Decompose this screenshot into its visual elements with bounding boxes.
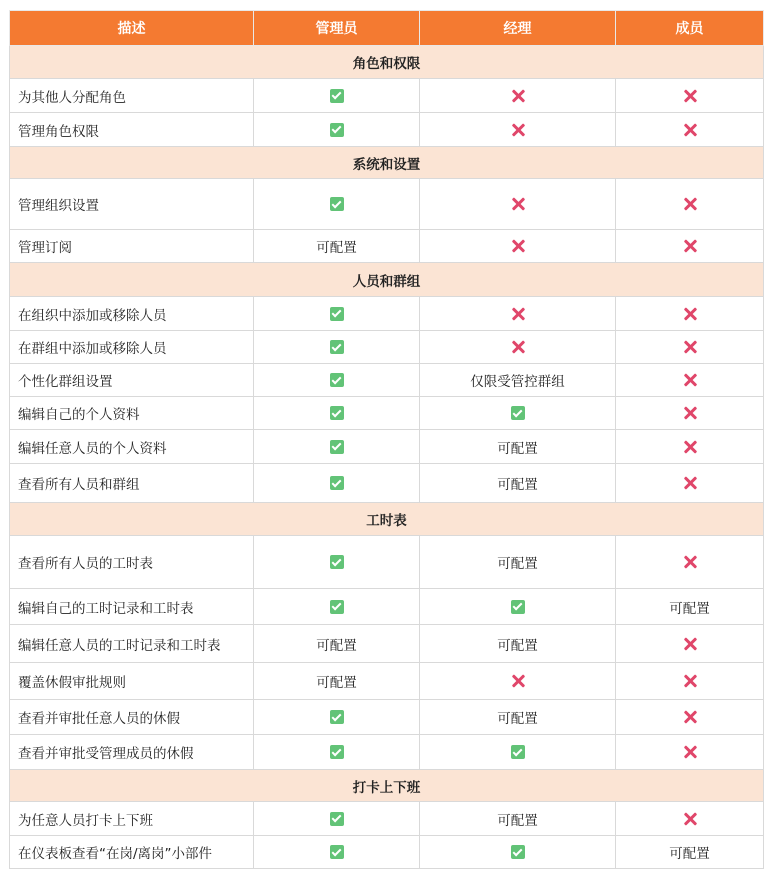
permission-cell-member xyxy=(616,802,764,836)
section-row xyxy=(10,147,764,179)
table-row xyxy=(10,536,764,589)
table-row xyxy=(10,700,764,735)
section-row xyxy=(10,46,764,79)
table-row xyxy=(10,430,764,464)
section-title: 人员和群组 xyxy=(10,263,764,297)
header-description: 描述 xyxy=(10,11,254,46)
section-row xyxy=(10,503,764,536)
check-icon xyxy=(330,340,344,354)
cross-icon xyxy=(511,239,525,253)
cross-icon xyxy=(683,406,697,420)
check-icon xyxy=(330,745,344,759)
permission-cell-admin xyxy=(254,113,420,147)
permissions-table xyxy=(9,10,764,869)
check-icon xyxy=(330,197,344,211)
permission-cell-admin xyxy=(254,179,420,230)
cross-icon xyxy=(683,710,697,724)
permission-description: 查看所有人员的工时表 xyxy=(10,536,254,589)
table-row xyxy=(10,464,764,503)
permission-cell-member xyxy=(616,735,764,770)
header-admin: 管理员 xyxy=(254,11,420,46)
check-icon xyxy=(330,89,344,103)
permission-cell-admin xyxy=(254,397,420,430)
permission-cell-admin xyxy=(254,79,420,113)
check-icon xyxy=(330,845,344,859)
permission-description: 查看并审批受管理成员的休假 xyxy=(10,735,254,770)
permission-description: 编辑任意人员的工时记录和工时表 xyxy=(10,625,254,663)
permission-cell-member xyxy=(616,113,764,147)
cross-icon xyxy=(683,555,697,569)
permission-cell-admin xyxy=(254,589,420,625)
permission-description: 查看所有人员和群组 xyxy=(10,464,254,503)
section-row xyxy=(10,770,764,802)
section-title: 系统和设置 xyxy=(10,147,764,179)
cross-icon xyxy=(683,476,697,490)
cross-icon xyxy=(683,197,697,211)
permission-cell-admin: 可配置 xyxy=(254,230,420,263)
permission-cell-admin xyxy=(254,735,420,770)
check-icon xyxy=(330,812,344,826)
permission-cell-member xyxy=(616,700,764,735)
check-icon xyxy=(330,440,344,454)
cross-icon xyxy=(683,812,697,826)
permission-cell-member xyxy=(616,364,764,397)
permission-cell-admin: 可配置 xyxy=(254,625,420,663)
cross-icon xyxy=(683,674,697,688)
permission-description: 编辑自己的工时记录和工时表 xyxy=(10,589,254,625)
permission-cell-admin xyxy=(254,331,420,364)
permission-description: 管理角色权限 xyxy=(10,113,254,147)
permission-cell-manager: 可配置 xyxy=(420,464,616,503)
permission-cell-manager: 可配置 xyxy=(420,802,616,836)
header-row xyxy=(10,11,764,46)
check-icon xyxy=(330,406,344,420)
permission-cell-manager xyxy=(420,113,616,147)
permissions-table-container xyxy=(9,10,763,869)
permission-cell-member xyxy=(616,331,764,364)
table-row xyxy=(10,297,764,331)
section-title: 打卡上下班 xyxy=(10,770,764,802)
permission-cell-manager xyxy=(420,589,616,625)
cross-icon xyxy=(511,89,525,103)
cross-icon xyxy=(683,745,697,759)
permission-description: 管理订阅 xyxy=(10,230,254,263)
table-body xyxy=(10,46,764,869)
check-icon xyxy=(330,307,344,321)
check-icon xyxy=(330,373,344,387)
table-row xyxy=(10,625,764,663)
check-icon xyxy=(511,600,525,614)
permission-cell-member xyxy=(616,179,764,230)
permission-cell-manager xyxy=(420,179,616,230)
permission-cell-admin xyxy=(254,297,420,331)
check-icon xyxy=(511,845,525,859)
permission-description: 在仪表板查看“在岗/离岗”小部件 xyxy=(10,836,254,869)
cross-icon xyxy=(683,340,697,354)
permission-cell-admin xyxy=(254,430,420,464)
permission-description: 个性化群组设置 xyxy=(10,364,254,397)
permission-cell-member xyxy=(616,297,764,331)
permission-cell-admin xyxy=(254,802,420,836)
header-manager: 经理 xyxy=(420,11,616,46)
cross-icon xyxy=(511,340,525,354)
cross-icon xyxy=(683,307,697,321)
check-icon xyxy=(511,745,525,759)
permission-cell-manager xyxy=(420,663,616,700)
permission-cell-manager xyxy=(420,397,616,430)
permission-cell-member xyxy=(616,464,764,503)
cross-icon xyxy=(683,123,697,137)
permission-cell-manager xyxy=(420,297,616,331)
permission-cell-admin xyxy=(254,700,420,735)
table-row xyxy=(10,230,764,263)
check-icon xyxy=(330,555,344,569)
cross-icon xyxy=(683,89,697,103)
check-icon xyxy=(330,476,344,490)
permission-cell-member xyxy=(616,397,764,430)
permission-description: 编辑任意人员的个人资料 xyxy=(10,430,254,464)
permission-cell-manager: 仅限受管控群组 xyxy=(420,364,616,397)
permission-cell-admin xyxy=(254,536,420,589)
permission-cell-manager: 可配置 xyxy=(420,430,616,464)
permission-cell-member xyxy=(616,536,764,589)
table-row xyxy=(10,836,764,869)
table-row xyxy=(10,397,764,430)
permission-description: 查看并审批任意人员的休假 xyxy=(10,700,254,735)
permission-description: 覆盖休假审批规则 xyxy=(10,663,254,700)
cross-icon xyxy=(683,637,697,651)
permission-cell-manager xyxy=(420,735,616,770)
cross-icon xyxy=(683,440,697,454)
check-icon xyxy=(511,406,525,420)
permission-cell-manager xyxy=(420,836,616,869)
section-row xyxy=(10,263,764,297)
table-row xyxy=(10,735,764,770)
check-icon xyxy=(330,600,344,614)
table-row xyxy=(10,802,764,836)
permission-cell-admin: 可配置 xyxy=(254,663,420,700)
table-row xyxy=(10,364,764,397)
permission-cell-member: 可配置 xyxy=(616,589,764,625)
permission-description: 在组织中添加或移除人员 xyxy=(10,297,254,331)
section-title: 角色和权限 xyxy=(10,46,764,79)
section-title: 工时表 xyxy=(10,503,764,536)
check-icon xyxy=(330,123,344,137)
cross-icon xyxy=(511,197,525,211)
permission-cell-manager xyxy=(420,230,616,263)
cross-icon xyxy=(511,123,525,137)
permission-cell-member xyxy=(616,663,764,700)
permission-cell-member xyxy=(616,79,764,113)
permission-description: 为其他人分配角色 xyxy=(10,79,254,113)
permission-description: 编辑自己的个人资料 xyxy=(10,397,254,430)
header-member: 成员 xyxy=(616,11,764,46)
permission-cell-admin xyxy=(254,464,420,503)
permission-description: 在群组中添加或移除人员 xyxy=(10,331,254,364)
permission-cell-member xyxy=(616,230,764,263)
table-header xyxy=(10,11,764,46)
check-icon xyxy=(330,710,344,724)
permission-cell-manager xyxy=(420,79,616,113)
table-row xyxy=(10,589,764,625)
cross-icon xyxy=(511,307,525,321)
permission-cell-manager: 可配置 xyxy=(420,700,616,735)
permission-cell-member xyxy=(616,430,764,464)
permission-cell-admin xyxy=(254,364,420,397)
permission-cell-member: 可配置 xyxy=(616,836,764,869)
permission-cell-manager: 可配置 xyxy=(420,625,616,663)
permission-cell-manager xyxy=(420,331,616,364)
table-row xyxy=(10,179,764,230)
table-row xyxy=(10,113,764,147)
table-row xyxy=(10,331,764,364)
permission-cell-manager: 可配置 xyxy=(420,536,616,589)
cross-icon xyxy=(683,239,697,253)
permission-description: 管理组织设置 xyxy=(10,179,254,230)
table-row xyxy=(10,79,764,113)
cross-icon xyxy=(683,373,697,387)
table-row xyxy=(10,663,764,700)
permission-cell-member xyxy=(616,625,764,663)
cross-icon xyxy=(511,674,525,688)
permission-description: 为任意人员打卡上下班 xyxy=(10,802,254,836)
permission-cell-admin xyxy=(254,836,420,869)
